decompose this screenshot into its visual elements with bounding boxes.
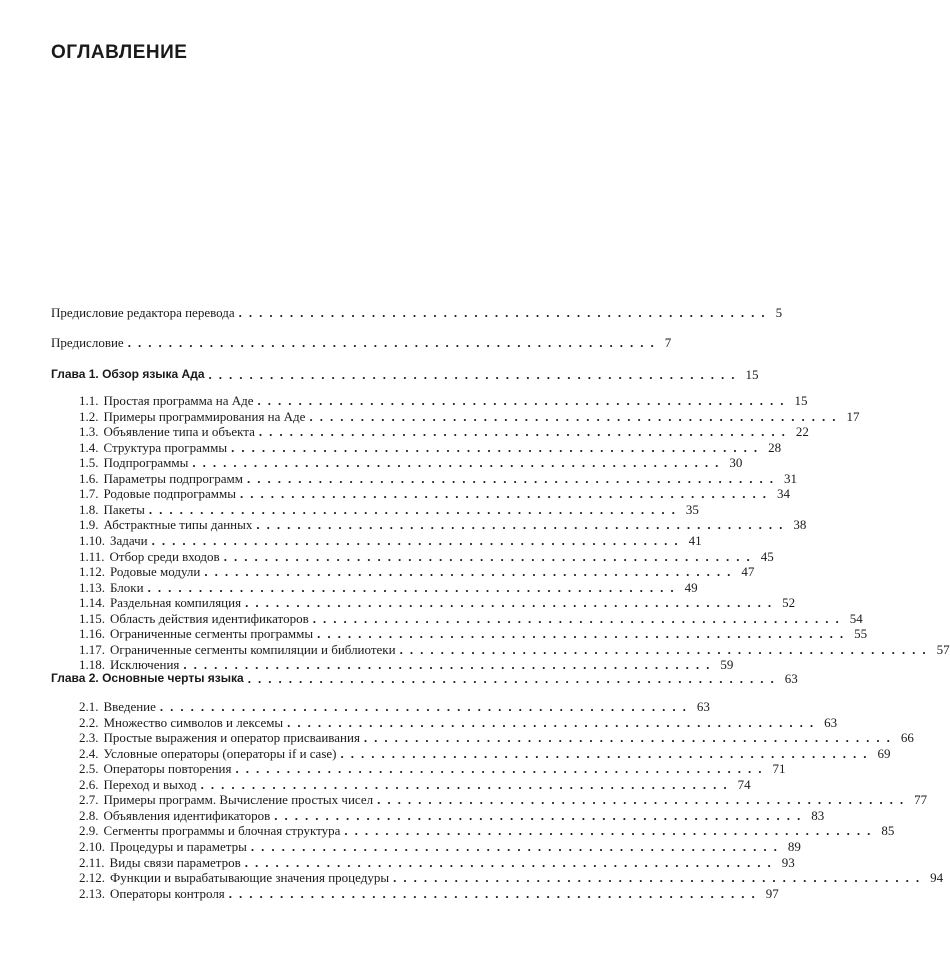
toc-entry-section [0,791,928,807]
page-number: 77 [914,792,928,807]
toc-entry-section [0,698,710,714]
section-number: 1.11. [79,549,105,564]
entry-title: Процедуры и параметры [110,839,247,854]
section-number: 1.15. [79,611,105,626]
page-number: 17 [846,409,860,424]
chapter-heading [0,670,798,686]
toc-entry-section [0,454,743,470]
toc-entry-section [0,423,809,439]
dot-leader: .................................................... [256,517,790,532]
page-number: 5 [775,305,783,320]
toc-entry-front [0,334,672,350]
page-number: 59 [720,657,734,672]
dot-leader: .................................................... [208,367,742,382]
page-number: 38 [793,517,807,532]
toc-entry-section [0,485,790,501]
section-number: 1.2. [79,409,99,424]
page-number: 34 [776,486,790,501]
section-number: 1.1. [79,393,99,408]
page-number: 74 [737,777,751,792]
entry-title: Родовые модули [110,564,201,579]
dot-leader: .................................................... [183,657,717,672]
entry-title: Простые выражения и оператор присваивания [103,730,360,745]
entry-title: Задачи [110,533,148,548]
toc-entry-section [0,807,825,823]
page-title: ОГЛАВЛЕНИЕ [51,42,188,63]
dot-leader: .................................................... [257,393,791,408]
toc-entry-section [0,548,774,564]
section-number: 1.4. [79,440,99,455]
toc-entry-section [0,641,950,657]
dot-leader: .................................................... [148,502,682,517]
page-number: 85 [881,823,895,838]
entry-title: Множество символов и лексемы [103,715,284,730]
entry-title: Виды связи параметров [109,855,241,870]
page-number: 63 [784,671,798,686]
section-number: 1.7. [79,486,99,501]
page-number: 71 [772,761,786,776]
entry-title: Примеры программирования на Аде [103,409,306,424]
page-number: 45 [760,549,774,564]
dot-leader: .................................................... [127,335,661,350]
section-number: 2.1. [79,699,99,714]
dot-leader: .................................................... [245,595,779,610]
toc-entry-section [0,760,786,776]
entry-title: Операторы повторения [103,761,232,776]
entry-title: Предисловие [51,335,124,350]
toc-entry-section [0,714,838,730]
section-number: 2.11. [79,855,105,870]
toc-entry-section [0,822,895,838]
section-number: 2.3. [79,730,99,745]
section-number: 1.6. [79,471,99,486]
page-number: 93 [781,855,795,870]
dot-leader: .................................................... [317,626,851,641]
dot-leader: .................................................... [238,305,772,320]
entry-title: Условные операторы (операторы if и case) [103,746,337,761]
dot-leader: .................................................... [159,699,693,714]
toc-entry-section [0,439,782,455]
dot-leader: .................................................... [399,642,933,657]
dot-leader: .................................................... [192,455,726,470]
section-number: 1.12. [79,564,105,579]
page-number: 49 [684,580,698,595]
section-number: 1.10. [79,533,105,548]
section-number: 2.6. [79,777,99,792]
section-number: 1.9. [79,517,99,532]
entry-title: Предисловие редактора перевода [51,305,235,320]
section-number: 1.13. [79,580,105,595]
toc-entry-section [0,729,914,745]
page-number: 97 [765,886,779,901]
page-number: 28 [768,440,782,455]
entry-title: Операторы контроля [110,886,225,901]
entry-title: Глава 2. Основные черты языка [51,671,244,685]
entry-title: Исключения [110,657,180,672]
entry-title: Сегменты программы и блочная структура [103,823,341,838]
page-number: 15 [794,393,808,408]
dot-leader: .................................................... [274,808,808,823]
dot-leader: .................................................... [247,671,781,686]
section-number: 2.2. [79,715,99,730]
section-number: 2.8. [79,808,99,823]
dot-leader: .................................................... [200,777,734,792]
dot-leader: .................................................... [244,855,778,870]
dot-leader: .................................................... [223,549,757,564]
entry-title: Подпрограммы [103,455,189,470]
entry-title: Примеры программ. Вычисление простых чисел [103,792,374,807]
toc-entry-section [0,745,891,761]
dot-leader: .................................................... [363,730,897,745]
entry-title: Область действия идентификаторов [110,611,309,626]
entry-title: Простая программа на Аде [103,393,254,408]
section-number: 2.5. [79,761,99,776]
toc-entry-section [0,470,797,486]
entry-title: Параметры подпрограмм [103,471,243,486]
toc-entry-section [0,579,698,595]
section-number: 1.16. [79,626,105,641]
section-number: 2.10. [79,839,105,854]
dot-leader: .................................................... [393,870,927,885]
toc-entry-section [0,392,808,408]
entry-title: Ограниченные сегменты компиляции и библиотеки [110,642,396,657]
section-number: 1.14. [79,595,105,610]
page-number: 94 [930,870,944,885]
toc-entry-front [0,304,783,320]
entry-title: Переход и выход [103,777,197,792]
toc-entry-section [0,625,868,641]
page-number: 66 [900,730,914,745]
page-number: 41 [688,533,702,548]
page-number: 63 [824,715,838,730]
dot-leader: .................................................... [231,440,765,455]
toc-entry-section [0,516,807,532]
entry-title: Объявление типа и объекта [103,424,255,439]
dot-leader: .................................................... [235,761,769,776]
page-number: 55 [854,626,868,641]
entry-title: Раздельная компиляция [110,595,242,610]
entry-title: Абстрактные типы данных [103,517,253,532]
section-number: 1.18. [79,657,105,672]
section-number: 2.12. [79,870,105,885]
toc-entry-section [0,885,779,901]
dot-leader: .................................................... [151,533,685,548]
section-number: 1.3. [79,424,99,439]
section-number: 1.5. [79,455,99,470]
toc-entry-section [0,532,702,548]
page-number: 57 [936,642,950,657]
dot-leader: .................................................... [250,839,784,854]
dot-leader: .................................................... [258,424,792,439]
toc-entry-section [0,563,755,579]
entry-title: Функции и вырабатывающие значения процедуры [110,870,390,885]
page-number: 30 [729,455,743,470]
dot-leader: .................................................... [147,580,681,595]
entry-title: Введение [103,699,156,714]
chapter-heading [0,366,759,382]
entry-title: Глава 1. Обзор языка Ада [51,367,205,381]
toc-entry-section [0,610,863,626]
entry-title: Ограниченные сегменты программы [110,626,314,641]
entry-title: Отбор среди входов [109,549,220,564]
entry-title: Блоки [110,580,144,595]
page-number: 52 [782,595,796,610]
page-number: 89 [787,839,801,854]
dot-leader: .................................................... [246,471,780,486]
dot-leader: .................................................... [287,715,821,730]
section-number: 2.7. [79,792,99,807]
toc-entry-section [0,501,699,517]
section-number: 2.13. [79,886,105,901]
dot-leader: .................................................... [377,792,911,807]
dot-leader: .................................................... [204,564,738,579]
toc-entry-section [0,594,796,610]
toc-entry-section [0,408,860,424]
entry-title: Объявления идентификаторов [103,808,271,823]
dot-leader: .................................................... [312,611,846,626]
page-number: 54 [849,611,863,626]
dot-leader: .................................................... [344,823,878,838]
dot-leader: .................................................... [239,486,773,501]
page-number: 63 [696,699,710,714]
section-number: 1.8. [79,502,99,517]
dot-leader: .................................................... [309,409,843,424]
dot-leader: .................................................... [340,746,874,761]
toc-entry-section [0,854,795,870]
page-number: 47 [741,564,755,579]
page-number: 31 [783,471,797,486]
page-number: 69 [877,746,891,761]
page-number: 7 [664,335,672,350]
page-number: 22 [795,424,809,439]
entry-title: Родовые подпрограммы [103,486,236,501]
page-number: 35 [685,502,699,517]
page-number: 15 [745,367,759,382]
toc-entry-section [0,776,751,792]
toc-entry-section [0,838,801,854]
entry-title: Структура программы [103,440,228,455]
section-number: 1.17. [79,642,105,657]
toc-entry-section [0,869,944,885]
entry-title: Пакеты [103,502,145,517]
section-number: 2.9. [79,823,99,838]
page-number: 83 [811,808,825,823]
section-number: 2.4. [79,746,99,761]
dot-leader: .................................................... [228,886,762,901]
